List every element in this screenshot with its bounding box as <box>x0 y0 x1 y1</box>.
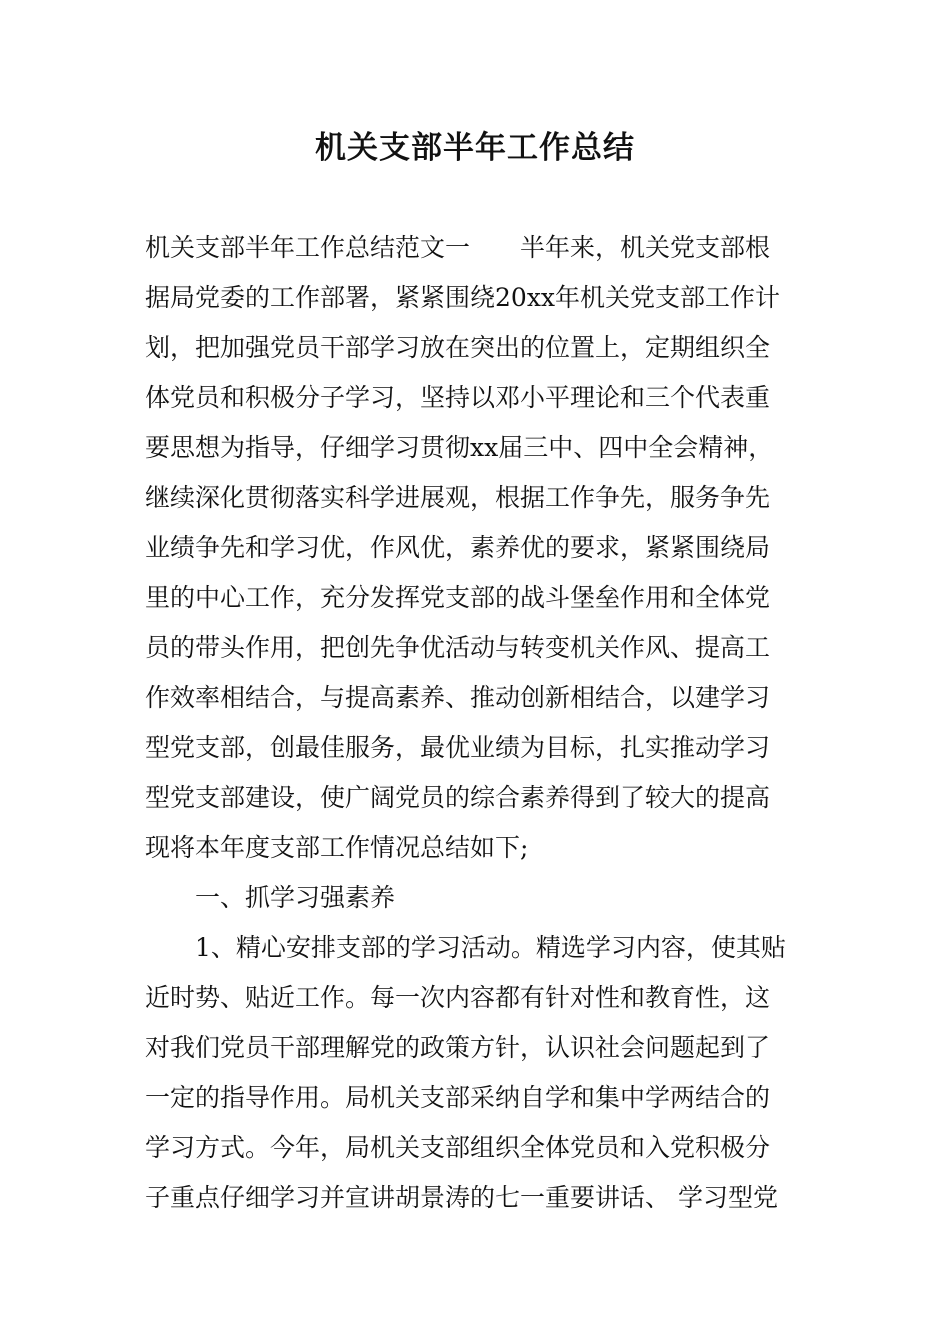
body-line: 据局党委的工作部署，紧紧围绕20xx年机关党支部工作计 <box>145 283 781 312</box>
body-line: 现将本年度支部工作情况总结如下; <box>145 833 529 862</box>
body-line: 1、精心安排支部的学习活动。精选学习内容，使其贴 <box>195 933 786 962</box>
body-line: 体党员和积极分子学习，坚持以邓小平理论和三个代表重 <box>145 383 771 412</box>
section-heading: 一、抓学习强素养 <box>195 883 396 912</box>
body-line: 型党支部建设，使广阔党员的综合素养得到了较大的提高 <box>145 783 771 812</box>
body-line: 学习方式。今年，局机关支部组织全体党员和入党积极分 <box>145 1133 771 1162</box>
body-line: 一定的指导作用。局机关支部采纳自学和集中学两结合的 <box>145 1083 771 1112</box>
body-line: 作效率相结合，与提高素养、推动创新相结合，以建学习 <box>145 683 771 712</box>
body-line: 子重点仔细学习并宣讲胡景涛的七一重要讲话、 学习型党 <box>145 1183 778 1212</box>
body-line: 里的中心工作，充分发挥党支部的战斗堡垒作用和全体党 <box>145 583 771 612</box>
body-line: 型党支部，创最佳服务，最优业绩为目标，扎实推动学习 <box>145 733 771 762</box>
body-line: 业绩争先和学习优，作风优，素养优的要求，紧紧围绕局 <box>145 533 771 562</box>
body-line: 要思想为指导，仔细学习贯彻xx届三中、四中全会精神， <box>145 433 774 462</box>
body-line: 对我们党员干部理解党的政策方针，认识社会问题起到了 <box>145 1033 771 1062</box>
document-title: 机关支部半年工作总结 <box>315 130 635 166</box>
body-line: 员的带头作用，把创先争优活动与转变机关作风、提高工 <box>145 633 771 662</box>
body-line: 机关支部半年工作总结范文一 半年来，机关党支部根 <box>145 233 771 262</box>
body-line: 划，把加强党员干部学习放在突出的位置上，定期组织全 <box>145 333 771 362</box>
body-line: 继续深化贯彻落实科学进展观，根据工作争先，服务争先 <box>145 483 771 512</box>
body-line: 近时势、贴近工作。每一次内容都有针对性和教育性，这 <box>145 983 771 1012</box>
